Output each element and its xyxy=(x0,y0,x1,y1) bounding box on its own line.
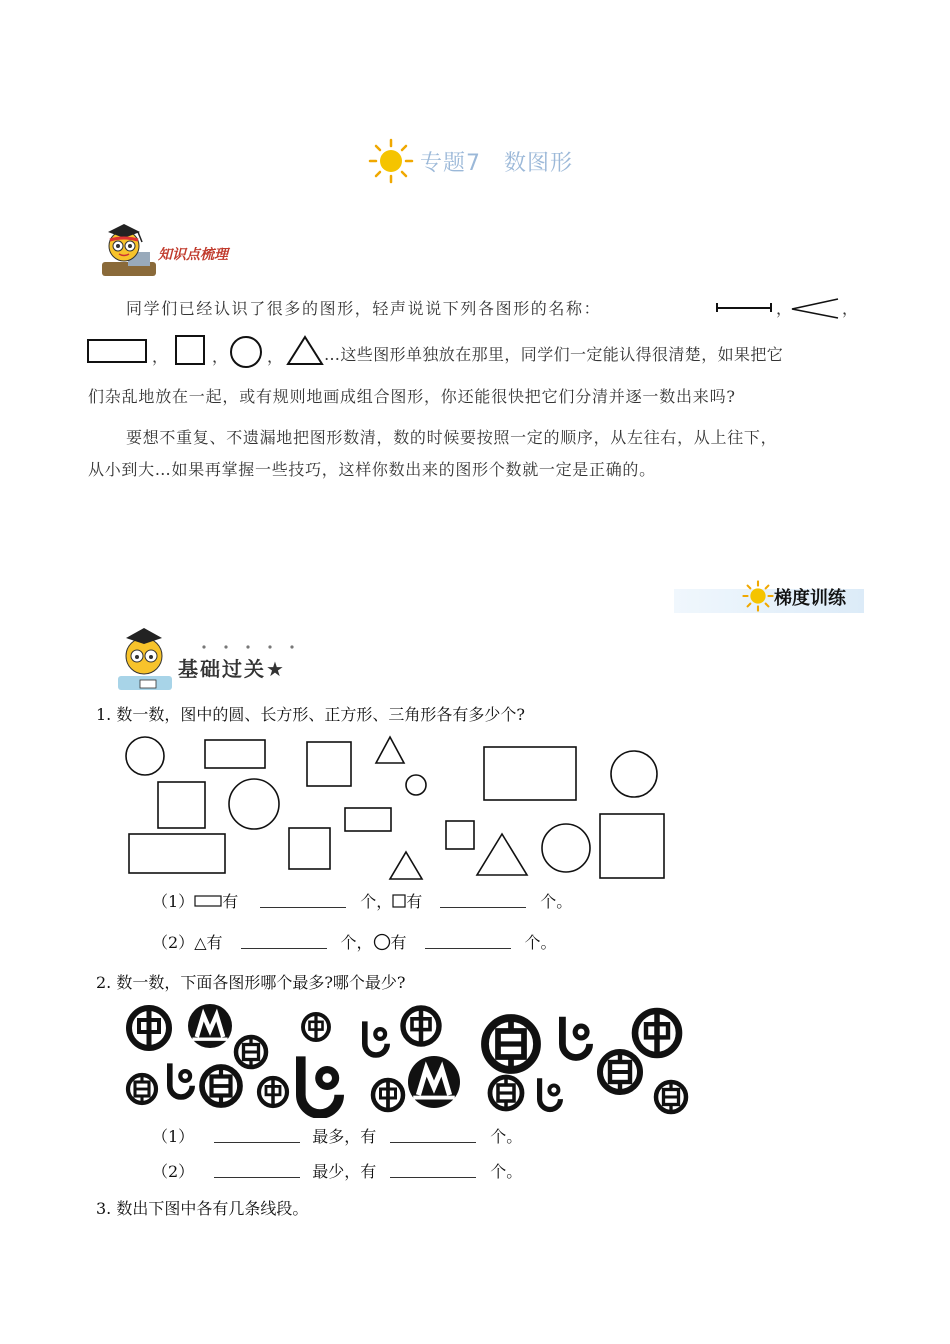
page-title xyxy=(368,138,573,184)
answer-blank[interactable] xyxy=(214,1163,300,1178)
rectangle xyxy=(345,808,391,831)
comma-1: ， xyxy=(776,299,793,318)
q1-sub1 xyxy=(152,889,572,912)
answer-blank[interactable] xyxy=(260,893,346,908)
q2-sub2-text-b: 个。 xyxy=(490,1162,523,1181)
angle-shape xyxy=(790,296,842,320)
dot-decoration xyxy=(200,638,310,650)
answer-blank[interactable] xyxy=(440,893,526,908)
q2-sub1-prefix: （1） xyxy=(152,1127,195,1146)
q2-sub1-text-a: 最多，有 xyxy=(312,1127,377,1146)
q2-sub2-text-a: 最少，有 xyxy=(312,1162,377,1181)
q1-sub2-text-b: 个， xyxy=(340,933,373,952)
answer-blank[interactable] xyxy=(214,1128,300,1143)
rectangle xyxy=(205,740,265,768)
section-title: 梯度训练 xyxy=(774,588,846,609)
square-icon xyxy=(392,894,406,908)
answer-blank[interactable] xyxy=(241,934,327,949)
logos xyxy=(128,1004,686,1114)
circle xyxy=(611,751,657,797)
q2-sub1-text-b: 个。 xyxy=(490,1127,523,1146)
mascot-teacher-icon xyxy=(100,222,160,280)
q1-sub2-text-d: 个。 xyxy=(524,933,557,952)
comma-5: ， xyxy=(267,347,284,366)
square xyxy=(446,821,474,849)
square xyxy=(307,742,351,786)
rectangle-icon xyxy=(194,894,222,908)
q1-sub1-prefix: （1） xyxy=(152,892,195,911)
square xyxy=(158,782,205,828)
knowledge-para2-line2: 从小到大…如果再掌握一些技巧，这样你数出来的图形个数就一定是正确的。 xyxy=(88,460,656,479)
answer-blank[interactable] xyxy=(390,1128,476,1143)
triangle xyxy=(477,834,527,875)
circle xyxy=(406,775,426,795)
circle-icon xyxy=(373,933,391,951)
knowledge-label: 知识点梳理 xyxy=(158,247,228,263)
knowledge-para1-line2: …这些图形单独放在那里，同学们一定能认得很清楚，如果把它 xyxy=(324,345,784,364)
q2-sub2-prefix: （2） xyxy=(152,1162,195,1181)
triangle-shape xyxy=(285,334,325,368)
basics-label: 基础过关★ xyxy=(178,657,286,681)
q1-sub2 xyxy=(152,930,557,953)
circle xyxy=(229,779,279,829)
title-text: 专题7 数图形 xyxy=(420,150,573,176)
answer-blank[interactable] xyxy=(425,934,511,949)
triangle xyxy=(376,737,404,763)
q2-sub2 xyxy=(152,1159,522,1182)
rectangle-shape xyxy=(86,338,148,366)
knowledge-para2-line1: 要想不重复、不遗漏地把图形数清，数的时候要按照一定的顺序，从左往右，从上往下， xyxy=(126,428,778,447)
q1-sub2-prefix: （2） xyxy=(152,933,195,952)
question-2: 2. 数一数，下面各图形哪个最多?哪个最少? xyxy=(96,973,406,992)
line-segment-shape xyxy=(715,298,775,314)
q1-shapes-figure xyxy=(120,732,680,882)
comma-2: ， xyxy=(842,299,859,318)
rectangle xyxy=(484,747,576,800)
square xyxy=(600,814,664,878)
comma-3: ， xyxy=(152,347,169,366)
p1-start: 同学们已经认识了很多的图形，轻声说说下列各图形的名称： xyxy=(126,299,602,318)
question-1: 1. 数一数，图中的圆、长方形、正方形、三角形各有多少个? xyxy=(96,705,525,724)
circle xyxy=(542,824,590,872)
q1-sub1-text-d: 个。 xyxy=(540,892,573,911)
q2-logos-figure xyxy=(120,1000,700,1118)
sun-icon xyxy=(742,580,774,612)
question-3: 3. 数出下图中各有几条线段。 xyxy=(96,1199,309,1218)
q2-sub1 xyxy=(152,1124,522,1147)
knowledge-para1-line1 xyxy=(126,292,601,326)
q1-sub1-text-c: 有 xyxy=(406,892,423,911)
answer-blank[interactable] xyxy=(390,1163,476,1178)
q1-sub1-text-b: 个， xyxy=(360,892,393,911)
rectangle xyxy=(129,834,225,873)
sun-icon xyxy=(368,138,414,184)
knowledge-para1-line3: 们杂乱地放在一起，或有规则地画成组合图形，你还能很快把它们分清并逐一数出来吗? xyxy=(88,387,736,406)
triangle xyxy=(390,852,422,879)
comma-4: ， xyxy=(212,347,229,366)
q1-sub1-text-a: 有 xyxy=(222,892,239,911)
circle xyxy=(126,737,164,775)
square-shape xyxy=(174,334,208,368)
q1-sub2-text-c: 有 xyxy=(390,933,407,952)
mascot-reader-icon xyxy=(112,624,178,694)
q1-sub2-text-a: △有 xyxy=(194,933,223,952)
circle-shape xyxy=(228,334,264,370)
square xyxy=(289,828,330,869)
